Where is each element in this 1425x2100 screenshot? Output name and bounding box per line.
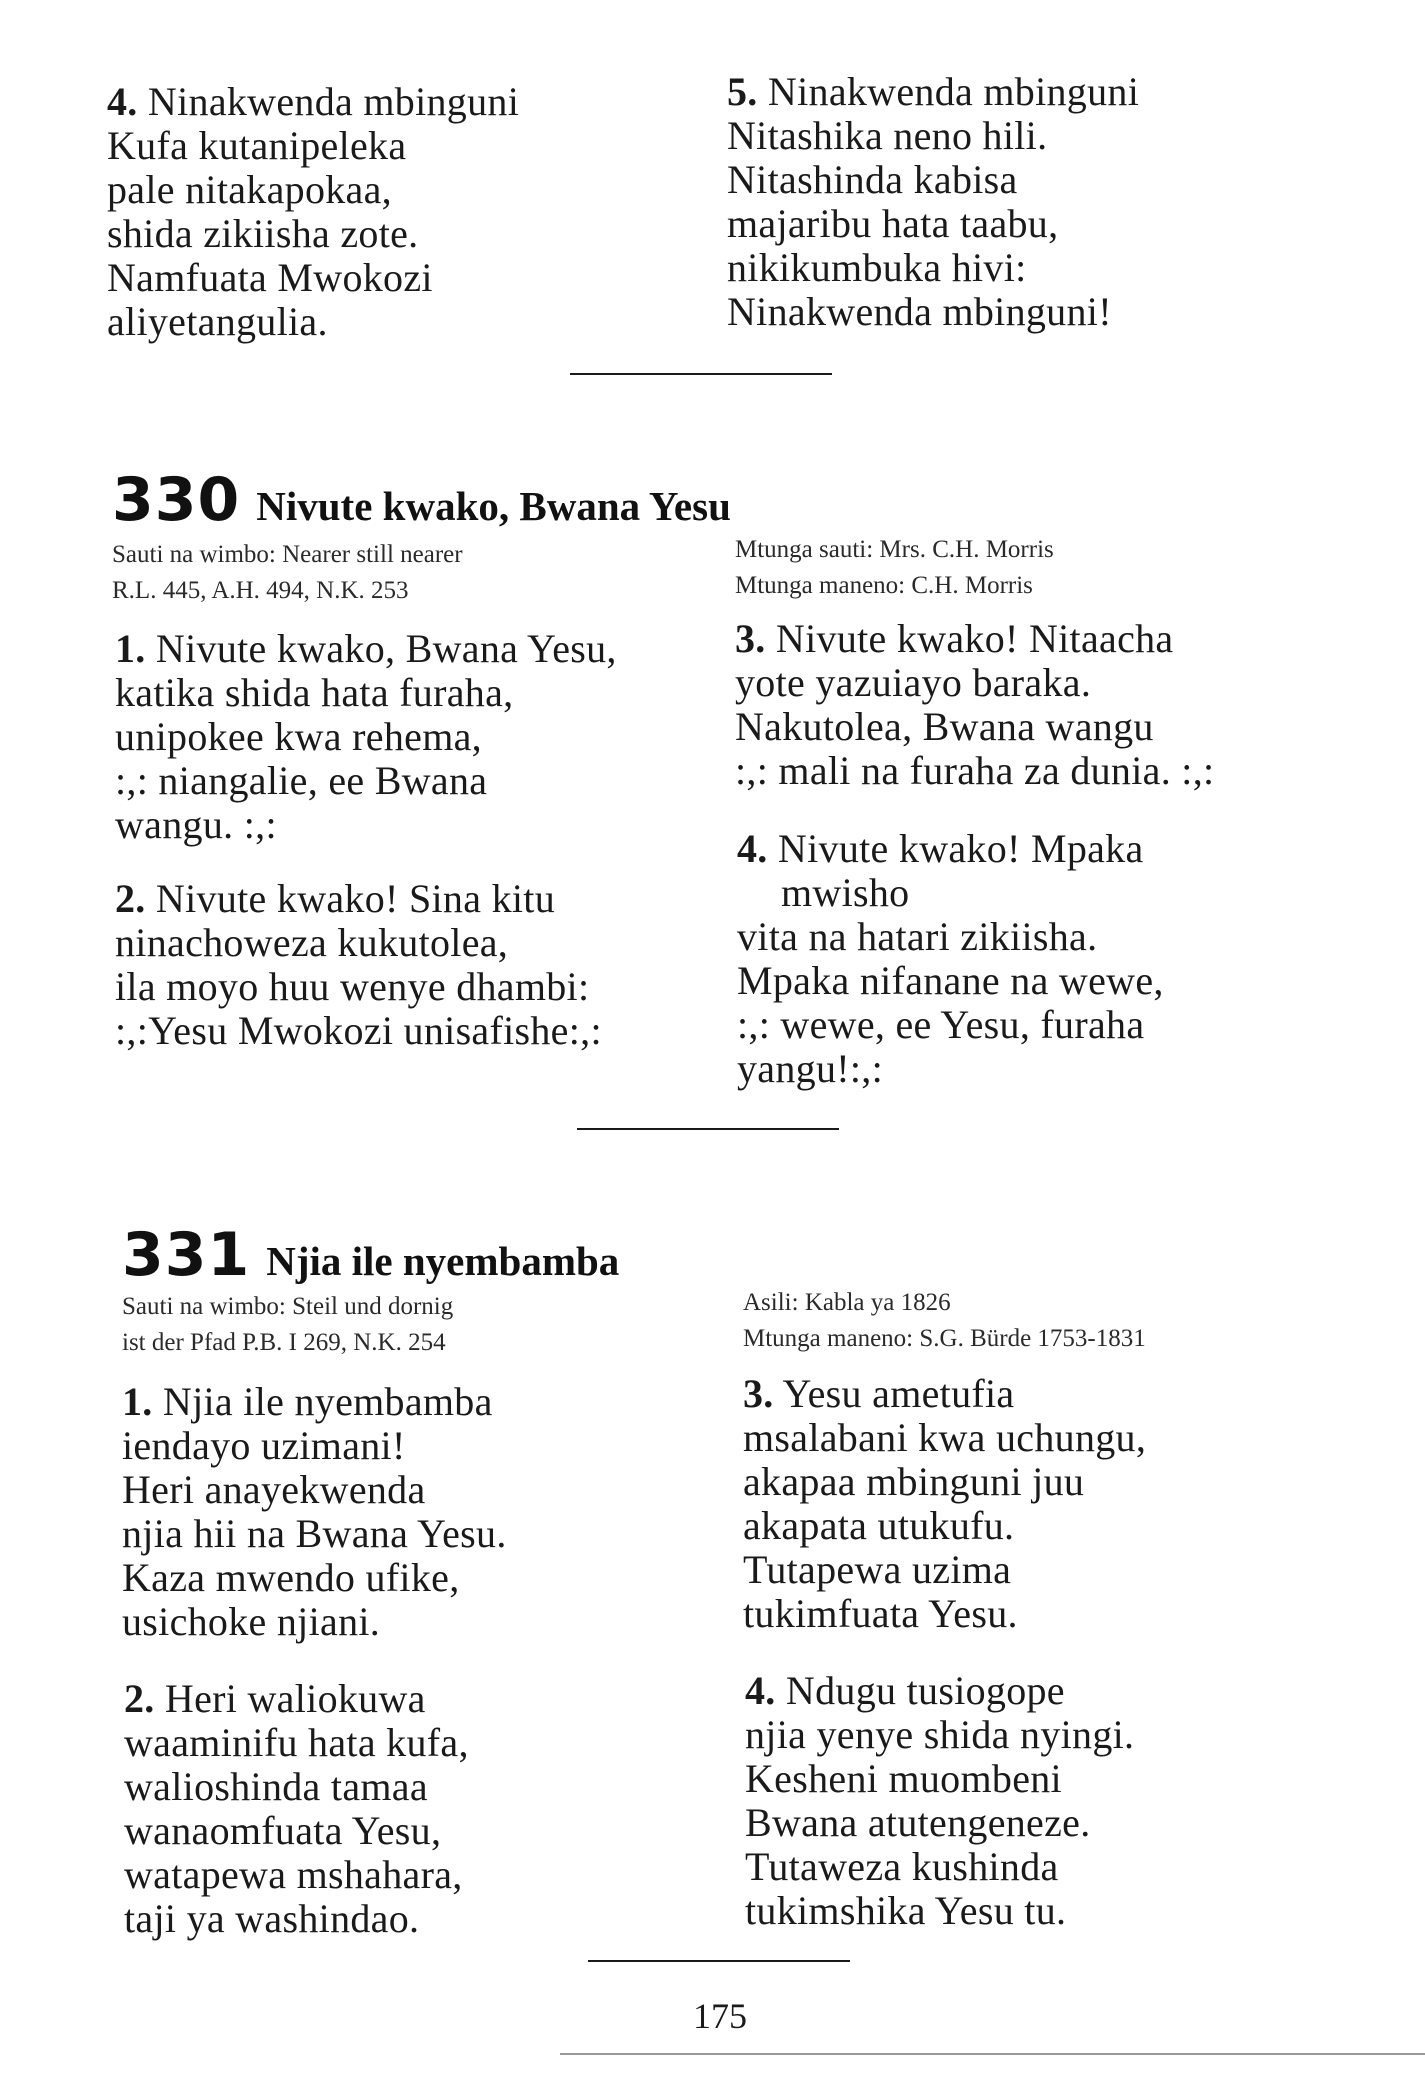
verse-line: vita na hatari zikiisha. — [737, 914, 1098, 959]
verse-line: :,: niangalie, ee Bwana — [115, 758, 488, 803]
verse-5-continued — [727, 70, 1139, 334]
verse-line: watapewa mshahara, — [124, 1852, 463, 1897]
page-number: 175 — [693, 1996, 747, 2036]
verse-line: ninachoweza kukutolea, — [115, 920, 509, 965]
hymn-330-tune-info — [112, 537, 463, 609]
verse-text: Yesu ametufia — [782, 1371, 1015, 1416]
verse-line — [743, 1372, 1146, 1416]
verse-line — [745, 1669, 1134, 1713]
meta-line: Sauti na wimbo: Nearer still nearer — [112, 541, 463, 568]
hymn-331-verse-4 — [745, 1669, 1134, 1933]
verse-line: majaribu hata taabu, — [727, 201, 1059, 246]
verse-number: 2. — [115, 876, 146, 921]
verse-line: Bwana atutengeneze. — [745, 1800, 1091, 1845]
verse-line — [107, 80, 519, 124]
verse-line: iendayo uzimani! — [122, 1423, 406, 1468]
verse-line — [115, 877, 602, 921]
verse-line: pale nitakapokaa, — [107, 167, 392, 212]
verse-line: shida zikiisha zote. — [107, 211, 419, 256]
verse-line: :,: wewe, ee Yesu, furaha — [737, 1002, 1145, 1047]
verse-line: msalabani kwa uchungu, — [743, 1415, 1147, 1460]
hymn-331-header — [122, 1220, 619, 1290]
hymn-title: Njia ile nyembamba — [266, 1238, 620, 1284]
verse-line: Ninakwenda mbinguni! — [727, 289, 1112, 334]
verse-line: wangu. :,: — [115, 802, 277, 847]
verse-line: Nitashika neno hili. — [727, 113, 1048, 158]
verse-line: yangu!:,: — [737, 1046, 884, 1091]
verse-line: tukimfuata Yesu. — [743, 1591, 1018, 1636]
meta-line: Mtunga sauti: Mrs. C.H. Morris — [735, 536, 1054, 563]
verse-line: :,: mali na furaha za dunia. :,: — [735, 748, 1215, 793]
hymn-330-verse-3 — [735, 617, 1214, 793]
verse-line: ila moyo huu wenye dhambi: — [115, 964, 590, 1009]
verse-line: akapata utukufu. — [743, 1503, 1015, 1548]
verse-line: taji ya washindao. — [124, 1896, 420, 1941]
verse-line — [122, 1380, 507, 1424]
hymn-330-verse-2 — [115, 877, 602, 1053]
verse-number: 3. — [735, 616, 766, 661]
verse-number: 1. — [115, 626, 146, 671]
verse-line: njia yenye shida nyingi. — [745, 1712, 1135, 1757]
verse-line: akapaa mbinguni juu — [743, 1459, 1085, 1504]
verse-line: waaminifu hata kufa, — [124, 1720, 469, 1765]
meta-line: R.L. 445, A.H. 494, N.K. 253 — [112, 577, 409, 604]
verse-text: Nivute kwako, Bwana Yesu, — [155, 626, 617, 671]
hymn-330-verse-1 — [115, 627, 617, 847]
meta-line: ist der Pfad P.B. I 269, N.K. 254 — [122, 1329, 446, 1356]
verse-line: Nakutolea, Bwana wangu — [735, 704, 1154, 749]
meta-line: Sauti na wimbo: Steil und dornig — [122, 1293, 454, 1320]
hymn-331-tune-info — [122, 1289, 453, 1361]
verse-line — [124, 1677, 469, 1721]
verse-text: Ninakwenda mbinguni — [767, 69, 1140, 114]
hymn-330-author-info — [735, 532, 1054, 604]
verse-text: Ndugu tusiogope — [785, 1668, 1065, 1713]
verse-line: unipokee kwa rehema, — [115, 714, 482, 759]
verse-line — [737, 827, 1164, 871]
verse-line — [115, 627, 617, 671]
verse-text: Njia ile nyembamba — [162, 1379, 493, 1424]
verse-line: Mpaka nifanane na wewe, — [737, 958, 1164, 1003]
verse-line: Kaza mwendo ufike, — [122, 1555, 460, 1600]
verse-text: Nivute kwako! Sina kitu — [155, 876, 555, 921]
section-divider — [588, 1960, 850, 1962]
hymn-330-header — [112, 465, 731, 535]
section-divider — [570, 373, 832, 375]
verse-line: Nitashinda kabisa — [727, 157, 1018, 202]
hymn-331-verse-2 — [124, 1677, 469, 1941]
verse-number: 4. — [107, 79, 138, 124]
verse-line — [735, 617, 1214, 661]
hymn-331-verse-1 — [122, 1380, 507, 1644]
verse-line: Namfuata Mwokozi — [107, 255, 433, 300]
verse-line: Heri anayekwenda — [122, 1467, 426, 1512]
hymn-331-author-info — [743, 1285, 1146, 1357]
verse-line: mwisho — [781, 870, 910, 915]
verse-line: yote yazuiayo baraka. — [735, 660, 1092, 705]
verse-line: tukimshika Yesu tu. — [745, 1888, 1067, 1933]
meta-line: Asili: Kabla ya 1826 — [743, 1289, 951, 1316]
meta-line: Mtunga maneno: C.H. Morris — [735, 572, 1033, 599]
verse-line: :,:Yesu Mwokozi unisafishe:,: — [115, 1008, 602, 1053]
verse-line: nikikumbuka hivi: — [727, 245, 1027, 290]
verse-number: 5. — [727, 69, 758, 114]
verse-text: Nivute kwako! Nitaacha — [775, 616, 1174, 661]
hymn-number: 330 — [112, 465, 241, 535]
verse-line: Tutapewa uzima — [743, 1547, 1012, 1592]
verse-line: njia hii na Bwana Yesu. — [122, 1511, 507, 1556]
verse-line: walioshinda tamaa — [124, 1764, 428, 1809]
verse-number: 4. — [737, 826, 768, 871]
page-edge-line — [560, 2053, 1425, 2055]
verse-4-continued — [107, 80, 519, 344]
hymn-331-verse-3 — [743, 1372, 1146, 1636]
verse-number: 3. — [743, 1371, 774, 1416]
verse-number: 1. — [122, 1379, 153, 1424]
verse-line: katika shida hata furaha, — [115, 670, 514, 715]
verse-line: usichoke njiani. — [122, 1599, 381, 1644]
verse-text: Ninakwenda mbinguni — [147, 79, 520, 124]
verse-line: Kesheni muombeni — [745, 1756, 1062, 1801]
hymn-title: Nivute kwako, Bwana Yesu — [256, 483, 731, 529]
verse-text: Heri waliokuwa — [164, 1676, 426, 1721]
verse-number: 2. — [124, 1676, 155, 1721]
section-divider — [577, 1128, 839, 1130]
verse-line: Tutaweza kushinda — [745, 1844, 1059, 1889]
hymn-number: 331 — [122, 1220, 251, 1290]
verse-line: aliyetangulia. — [107, 299, 328, 344]
verse-number: 4. — [745, 1668, 776, 1713]
hymn-330-verse-4 — [737, 827, 1164, 1091]
verse-line: wanaomfuata Yesu, — [124, 1808, 442, 1853]
meta-line: Mtunga maneno: S.G. Bürde 1753-1831 — [743, 1325, 1146, 1352]
verse-line: Kufa kutanipeleka — [107, 123, 407, 168]
verse-line — [727, 70, 1139, 114]
verse-text: Nivute kwako! Mpaka — [777, 826, 1144, 871]
